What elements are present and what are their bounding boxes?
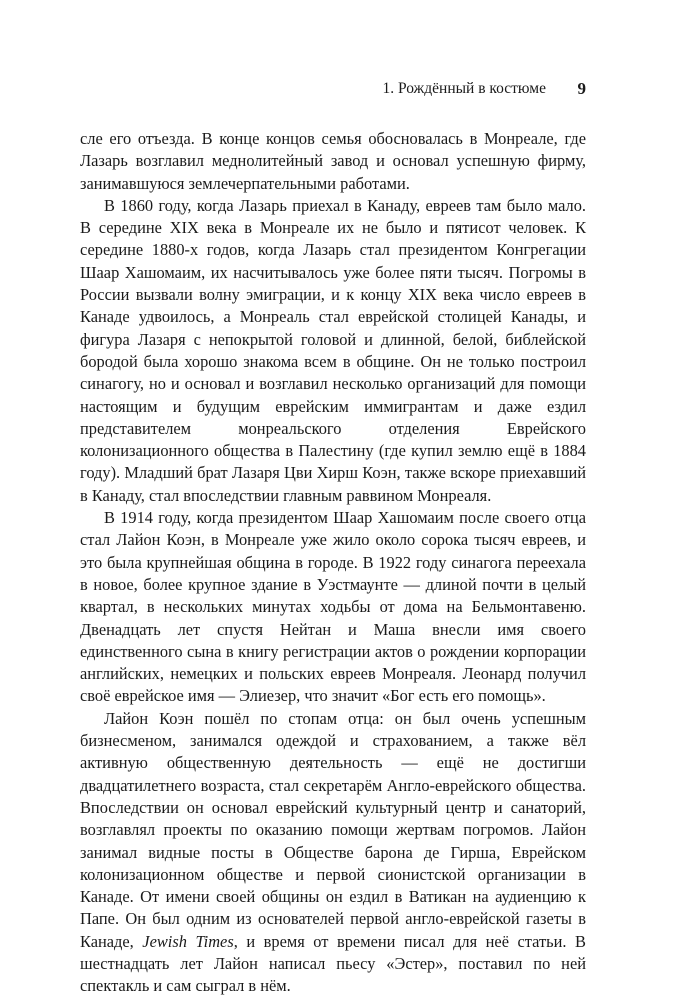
paragraph-2: В 1860 году, когда Лазарь приехал в Канаду, евреев там было мало. В середине XIX века в Монреале их не было и пятисот человек. К середине 1880-х годов, когда Лазарь стал президентом Конгрегации Шаар Хашомаим, их насчитывалось уже более пяти тысяч. Погромы в России вызвали волну эмиграции, и к концу XIX века число евреев в Канаде удвоилось, а Монреаль стал еврейской столицей Канады, и фигура Лазаря с непокрытой головой и длинной, белой, библейской бородой была хорошо знакома всем в общине. Он не только построил синагогу, но и основал и возглавил несколько организаций для помощи настоящим и будущим еврейским иммигрантам и даже ездил представителем монреальского отделения Еврейского колонизационного общества в Палестину (где купил землю ещё в 1884 году). Младший брат Лазаря Цви Хирш Коэн, также вскоре приехавший в Канаду, стал впоследствии главным раввином Монреаля.: [80, 195, 586, 505]
newspaper-title: Jewish Times: [142, 931, 234, 951]
body-text: [80, 128, 586, 998]
chapter-title: 1. Рождённый в костюме: [382, 80, 546, 97]
page-number: 9: [577, 79, 586, 98]
running-head: [80, 78, 586, 100]
paragraph-4-text-start: Лайон Коэн пошёл по стопам отца: он был очень успешным бизнесменом, занимался одеждой и страхованием, а также вёл активную общественную деятельность — ещё не достигши двадцатилетнего возраста, стал секретарём Англо-еврейского общества. Впоследствии он основал еврейский культурный центр и санаторий, возглавлял проекты по оказанию помощи жертвам погромов. Лайон занимал видные посты в Обществе барона де Гирша, Еврейском колонизационном обществе и первой сионистской организации в Канаде. От имени своей общины он ездил в Ватикан на аудиенцию к Папе. Он был одним из основателей первой англо-еврейской газеты в Канаде,: [80, 708, 586, 951]
paragraph-1: сле его отъезда. В конце концов семья обосновалась в Монреале, где Лазарь возглавил меднолитейный завод и основал успешную фирму, занимавшуюся землечерпательными работами.: [80, 129, 586, 193]
paragraph-4-text-end: , и время от времени писал для неё статьи. В шестнадцать лет Лайон написал пьесу «Эстер», поставил по ней спектакль и сам сыграл в нём.: [80, 931, 586, 996]
paragraph-3: В 1914 году, когда президентом Шаар Хашомаим после своего отца стал Лайон Коэн, в Монреале уже жило около сорока тысяч евреев, и это была крупнейшая община в городе. В 1922 году синагога переехала в новое, более крупное здание в Уэстмаунте — длиной почти в целый квартал, в нескольких минутах ходьбы от дома на Бельмонтавеню. Двенадцать лет спустя Нейтан и Маша внесли имя своего единственного сына в книгу регистрации актов о рождении корпорации английских, немецких и польских евреев Монреаля. Леонард получил своё еврейское имя — Элиезер, что значит «Бог есть его помощь».: [80, 508, 586, 706]
paragraph-4: [80, 708, 586, 998]
